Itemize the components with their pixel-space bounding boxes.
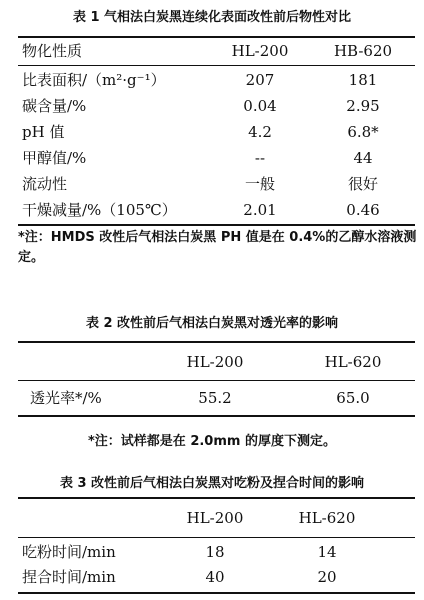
table1-cell: 6.8* (347, 123, 379, 141)
table3-cell: 18 (205, 543, 225, 561)
table1-cell: 很好 (347, 175, 378, 193)
table1-cell: -- (254, 149, 266, 167)
table1-top-rule (18, 36, 415, 38)
table3-caption: 表 3 改性前后气相法白炭黑对吃粉及捏合时间的影响 (59, 476, 365, 491)
table3-header-rule (18, 537, 415, 538)
table1-row-label: pH 值 (22, 123, 65, 141)
table1-cell: 0.04 (243, 97, 277, 115)
table1-header-property: 物化性质 (22, 42, 83, 60)
table1-cell: 2.95 (346, 97, 380, 115)
table3-header-col1: HL-200 (186, 509, 244, 527)
table3-top-rule (18, 497, 415, 499)
table1-row-label: 甲醇值/% (22, 149, 87, 167)
table2-header-rule (18, 380, 415, 381)
table1-row-label: 流动性 (22, 175, 68, 193)
table1-cell: 0.46 (346, 201, 380, 219)
table1-note: *注：HMDS 改性后气相法白炭黑 PH 值是在 0.4%的乙醇水溶液测定。 (18, 230, 417, 265)
table2-caption: 表 2 改性前后气相法白炭黑对透光率的影响 (85, 316, 339, 331)
table1-caption: 表 1 气相法白炭黑连续化表面改性前后物性对比 (72, 10, 352, 25)
table1-cell: 2.01 (243, 201, 277, 219)
table1-cell: 181 (348, 71, 378, 89)
table1-row-label: 干燥减量/%（105℃） (22, 201, 177, 219)
table1-cell: 207 (245, 71, 275, 89)
table2-cell: 55.2 (198, 389, 232, 407)
table1-cell: 4.2 (248, 123, 272, 141)
table1-header-col2: HB-620 (333, 42, 393, 60)
table3-row-label: 吃粉时间/min (22, 543, 116, 561)
table1-header-rule (18, 65, 415, 66)
table2-header-col1: HL-200 (186, 353, 244, 371)
table2-top-rule (18, 341, 415, 343)
table2-header-col2: HL-620 (324, 353, 382, 371)
table1-cell: 一般 (244, 175, 275, 193)
table3-row-label: 捏合时间/min (22, 568, 116, 586)
table1-bottom-rule (18, 224, 415, 226)
table2-row-label: 透光率*/% (30, 389, 102, 407)
table2-bottom-rule (18, 415, 415, 417)
table3-header-col2: HL-620 (298, 509, 356, 527)
table2-note: *注：试样都是在 2.0mm 的厚度下测定。 (88, 434, 336, 449)
table3-cell: 40 (205, 568, 225, 586)
table3-cell: 14 (317, 543, 337, 561)
table3-cell: 20 (317, 568, 337, 586)
table1-row-label: 比表面积/（m²·g⁻¹） (22, 71, 166, 89)
table1-header-col1: HL-200 (231, 42, 289, 60)
table1-row-label: 碳含量/% (22, 97, 87, 115)
table2-cell: 65.0 (336, 389, 370, 407)
table3-bottom-rule (18, 592, 415, 594)
table1-cell: 44 (353, 149, 373, 167)
